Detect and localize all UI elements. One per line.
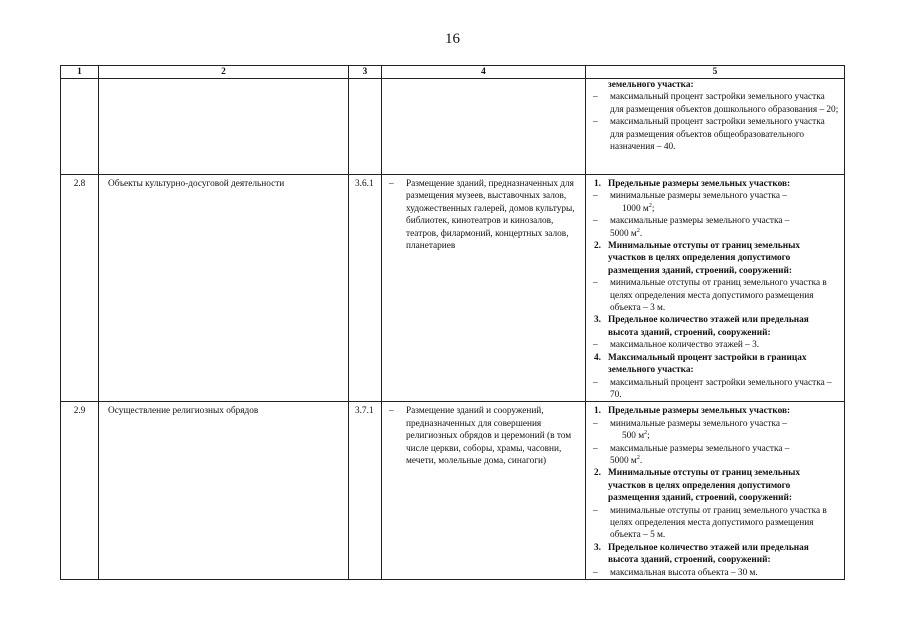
- list-item: – минимальные отступы от границ земельного участка в целях определения места допустимого размещения объекта – 3 м.: [593, 278, 827, 314]
- dash-marker: –: [389, 406, 394, 417]
- requirement-heading-tail: земельного участка:: [608, 80, 694, 90]
- cell-requirements-continuation: [586, 79, 845, 175]
- column-header-3: 3: [349, 66, 382, 79]
- list-item-text: максимальный процент застройки земельного участка для размещения объектов дошкольного образования – 20;: [610, 92, 839, 115]
- column-header-4: 4: [382, 66, 586, 79]
- column-header-2: 2: [99, 66, 349, 79]
- requirement-title: 2. Минимальные отступы от границ земельных участков в целях определения допустимого размещения зданий, строений, сооружений:: [594, 241, 800, 276]
- table-row: [61, 175, 845, 402]
- list-item: – минимальные отступы от границ земельного участка в целях определения места допустимого размещения объекта – 5 м.: [593, 505, 827, 541]
- cell-empty: [349, 79, 382, 175]
- list-item: – максимальные размеры земельного участка – 5000 $м^2$.: [593, 216, 790, 239]
- row-code: 3.6.1: [349, 175, 382, 402]
- list-item: [590, 91, 840, 116]
- cell-empty: [61, 79, 99, 175]
- description-text: Размещение зданий, предназначенных для размещения музеев, выставочных залов, художественных галерей, домов культуры, библиотек, кинотеатров и кинозалов, театров, филармоний, концертных залов, планетариев: [406, 179, 575, 252]
- requirement-title: 1. Предельные размеры земельных участков:: [594, 406, 791, 417]
- row-requirements: [586, 175, 845, 402]
- regulations-table: [60, 65, 845, 580]
- row-description: [382, 175, 586, 402]
- list-item: – минимальные размеры земельного участка – 1000 $м^2$;: [593, 191, 787, 214]
- table-row-continuation: [61, 79, 845, 175]
- row-number: 2.8: [61, 175, 99, 402]
- table-row: [61, 402, 845, 580]
- requirement-title: 2. Минимальные отступы от границ земельных участков в целях определения допустимого размещения зданий, строений, сооружений:: [594, 468, 800, 504]
- list-item: – минимальные размеры земельного участка – 500 $м^2$;: [593, 418, 787, 442]
- row-requirements: [586, 402, 845, 580]
- requirement-title: 3. Предельное количество этажей или предельная высота зданий, строений, сооружений:: [594, 315, 809, 338]
- page-number: 16: [445, 31, 460, 47]
- list-item: – максимальная высота объекта – 30 м.: [593, 567, 758, 578]
- description-text: Размещение зданий и сооружений, предназначенных для совершения религиозных обрядов и церемоний (в том числе церкви, соборы, храмы, часовни, мечети, молельные дома, синагоги): [406, 406, 572, 466]
- requirement-title: 4. Максимальный процент застройки в границах земельного участка:: [594, 352, 807, 376]
- column-header-1: 1: [61, 66, 99, 79]
- row-code: 3.7.1: [349, 402, 382, 580]
- column-header-5: 5: [586, 66, 845, 79]
- dash-marker: –: [389, 179, 394, 189]
- cell-empty: [382, 79, 586, 175]
- list-item: – максимальные размеры земельного участка – 5000 $м^2$.: [593, 443, 790, 466]
- dash-marker: –: [593, 92, 598, 103]
- cell-empty: [99, 79, 349, 175]
- list-item-text: максимальный процент застройки земельного участка для размещения объектов общеобразовательного назначения – 40.: [610, 117, 825, 153]
- row-number: 2.9: [61, 402, 99, 580]
- row-description: [382, 402, 586, 580]
- row-name: Объекты культурно-досуговой деятельности: [99, 175, 349, 402]
- requirement-title: 3. Предельное количество этажей или предельная высота зданий, строений, сооружений:: [594, 542, 809, 566]
- list-item: – максимальный процент застройки земельного участка – 70.: [593, 377, 832, 400]
- list-item: [590, 116, 840, 153]
- table-header-row: [61, 66, 845, 79]
- list-item: – максимальное количество этажей – 3.: [593, 340, 760, 351]
- dash-marker: –: [593, 117, 598, 128]
- row-name: Осуществление религиозных обрядов: [99, 402, 349, 580]
- requirement-title: 1. Предельные размеры земельных участков:: [594, 179, 791, 189]
